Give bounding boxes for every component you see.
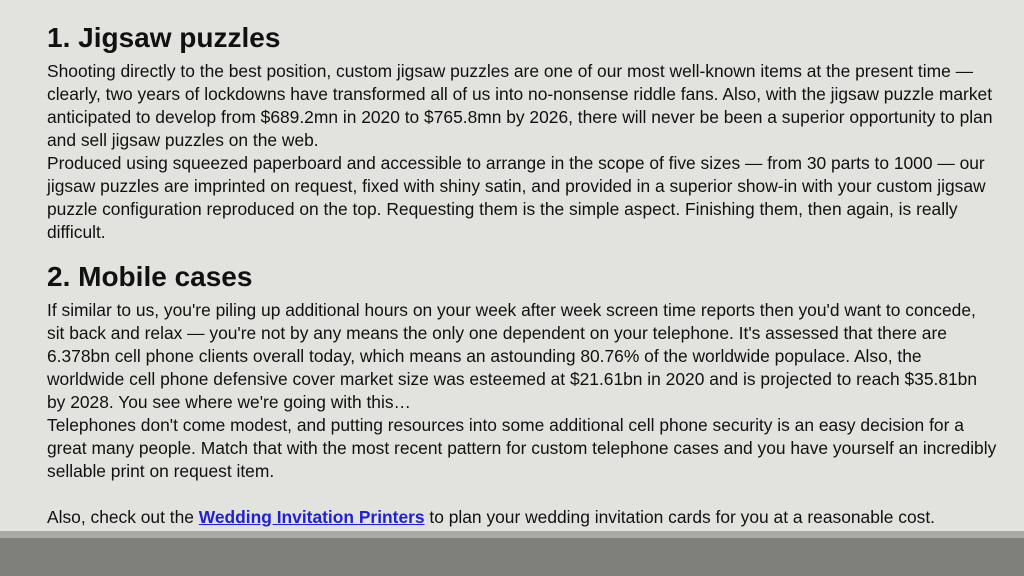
section-heading-mobile-cases: 2. Mobile cases (47, 261, 253, 292)
closing-text-after: to plan your wedding invitation cards for you at a reasonable cost. (424, 507, 935, 527)
footer-band-dark (0, 538, 1024, 576)
closing-paragraph (47, 506, 997, 529)
mobile-paragraph-2: Telephones don't come modest, and putting resources into some additional cell phone security is an easy decision for a great many people. Match that with the most recent pattern for custom telephone cases and you have yourself an incredibly sellable print on request item. (47, 415, 997, 481)
jigsaw-paragraph-2: Produced using squeezed paperboard and accessible to arrange in the scope of five sizes — from 30 parts to 1000 — our jigsaw puzzles are imprinted on request, fixed with shiny satin, and provided in a superior show-in with your custom jigsaw puzzle configuration reproduced on the top. Requesting them is the simple aspect. Finishing them, then again, is really difficult. (47, 153, 986, 242)
footer-band-light (0, 531, 1024, 538)
mobile-paragraph-1: If similar to us, you're piling up additional hours on your week after week screen time reports then you'd want to concede, sit back and relax — you're not by any means the only one dependent on your telephone. It's assessed that there are 6.378bn cell phone clients overall today, which means an astounding 80.76% of the worldwide populace. Also, the worldwide cell phone defensive cover market size was esteemed at $21.61bn in 2020 and is projected to reach $35.81bn by 2028. You see where we're going with this… (47, 300, 978, 412)
wedding-invitation-printers-link[interactable]: Wedding Invitation Printers (198, 507, 425, 527)
slide-content (47, 20, 997, 529)
jigsaw-paragraph-1: Shooting directly to the best position, custom jigsaw puzzles are one of our most well-known items at the present time — clearly, two years of lockdowns have transformed all of us into no-nonsense riddle fans. Also, with the jigsaw puzzle market anticipated to develop from $689.2mn in 2020 to $765.8mn by 2026, there will never be been a superior opportunity to plan and sell jigsaw puzzles on the web. (47, 61, 993, 150)
section-heading-jigsaw-puzzles: 1. Jigsaw puzzles (47, 22, 281, 53)
closing-text-before: Also, check out the (47, 507, 199, 527)
